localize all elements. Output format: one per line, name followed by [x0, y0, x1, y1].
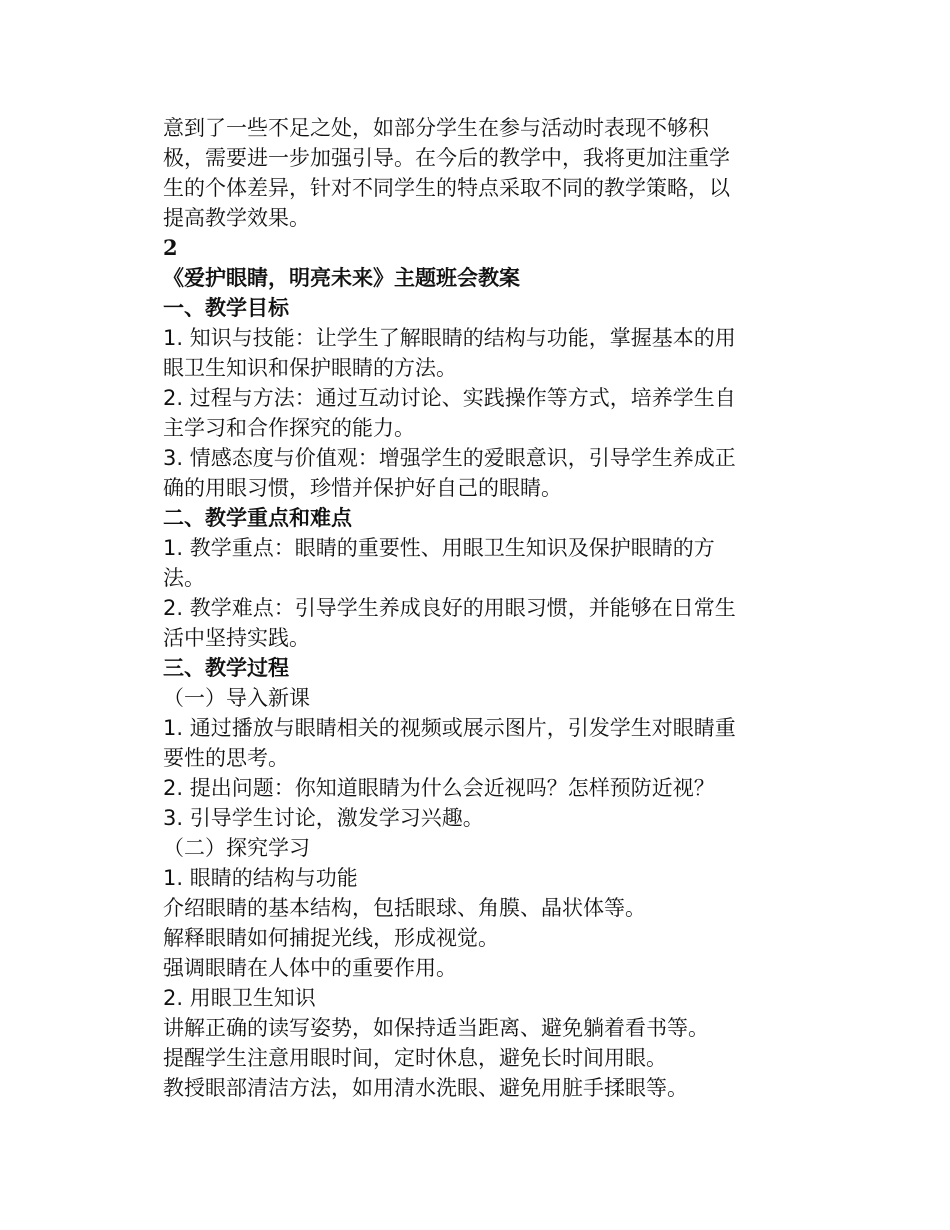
paragraph-line: 2. 提出问题：你知道眼睛为什么会近视吗？怎样预防近视？	[163, 776, 715, 800]
paragraph-line: 生的个体差异，针对不同学生的特点采取不同的教学策略，以	[163, 176, 730, 200]
paragraph-line: 2. 教学难点：引导学生养成良好的用眼习惯，并能够在日常生	[163, 596, 736, 620]
paragraph-line: 极，需要进一步加强引导。在今后的教学中，我将更加注重学	[163, 146, 730, 170]
paragraph-line: 3. 情感态度与价值观：增强学生的爱眼意识，引导学生养成正	[163, 446, 736, 470]
paragraph-line: 强调眼睛在人体中的重要作用。	[163, 956, 457, 980]
paragraph-line: 3. 引导学生讨论，激发学习兴趣。	[163, 806, 484, 830]
paragraph-line: 确的用眼习惯，珍惜并保护好自己的眼睛。	[163, 476, 562, 500]
subheading-introduction: （一）导入新课	[163, 686, 310, 710]
paragraph-line: 意到了一些不足之处，如部分学生在参与活动时表现不够积	[163, 116, 709, 140]
section-number: 2	[163, 235, 178, 260]
document-title: 《爱护眼睛，明亮未来》主题班会教案	[163, 266, 520, 290]
paragraph-line: 1. 知识与技能：让学生了解眼睛的结构与功能，掌握基本的用	[163, 326, 736, 350]
paragraph-line: 活中坚持实践。	[163, 626, 310, 650]
paragraph-line: 提高教学效果。	[163, 206, 310, 230]
paragraph-line: 主学习和合作探究的能力。	[163, 416, 415, 440]
paragraph-line: 介绍眼睛的基本结构，包括眼球、角膜、晶状体等。	[163, 896, 646, 920]
paragraph-line: 解释眼睛如何捕捉光线，形成视觉。	[163, 926, 499, 950]
paragraph-line: 要性的思考。	[163, 746, 289, 770]
heading-teaching-goals: 一、教学目标	[163, 296, 289, 320]
paragraph-line: 教授眼部清洁方法，如用清水洗眼、避免用脏手揉眼等。	[163, 1076, 688, 1100]
paragraph-line: 1. 通过播放与眼睛相关的视频或展示图片，引发学生对眼睛重	[163, 716, 736, 740]
paragraph-line: 眼卫生知识和保护眼睛的方法。	[163, 356, 457, 380]
paragraph-line: 提醒学生注意用眼时间，定时休息，避免长时间用眼。	[163, 1046, 667, 1070]
document-body	[163, 113, 783, 1103]
paragraph-line: 2. 用眼卫生知识	[163, 986, 316, 1010]
heading-teaching-process: 三、教学过程	[163, 656, 289, 680]
paragraph-line: 1. 教学重点：眼睛的重要性、用眼卫生知识及保护眼睛的方	[163, 536, 715, 560]
paragraph-line: 2. 过程与方法：通过互动讨论、实践操作等方式，培养学生自	[163, 386, 736, 410]
paragraph-line: 讲解正确的读写姿势，如保持适当距离、避免躺着看书等。	[163, 1016, 709, 1040]
paragraph-line: 法。	[163, 566, 205, 590]
heading-key-points: 二、教学重点和难点	[163, 506, 352, 530]
subheading-inquiry-learning: （二）探究学习	[163, 836, 310, 860]
paragraph-line: 1. 眼睛的结构与功能	[163, 866, 358, 890]
